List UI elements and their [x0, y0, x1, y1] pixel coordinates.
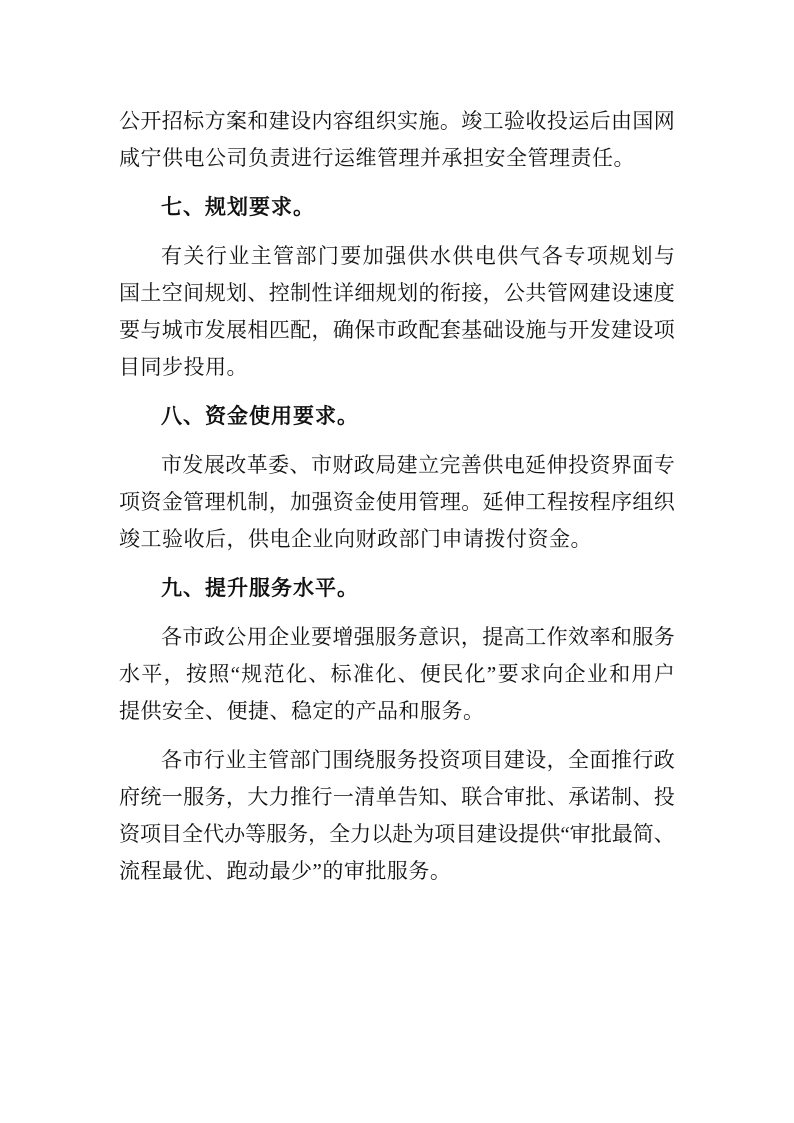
text-line: 水 平 ， 按 照 “ 规 范 化 、 标 准 化 、 便 民 化 ” 要 求 向 企 业 和 用 户: [119, 662, 675, 686]
text-line: 项 资 金 管 理 机 制 ， 加 强 资 金 使 用 管 理 。 延 伸 工 程 按 程 序 组 织: [119, 490, 675, 514]
text-line: 流程最优、跑动最少”的审批服务。: [119, 859, 452, 883]
body-paragraph: [119, 619, 675, 730]
text-line: 资 项 目 全 代 办 等 服 务 ， 全 力 以 赴 为 项 目 建 设 提 供 “ 审 批 最 简 、: [119, 822, 675, 846]
body-paragraph: [119, 238, 675, 386]
text-line: 咸宁供电公司负责进行运维管理并承担安全管理责任。: [119, 146, 635, 170]
section-heading: 九、提升服务水平。: [161, 577, 359, 600]
text-line: 有 关 行 业 主 管 部 门 要 加 强 供 水 供 电 供 气 各 专 项 规 划 与: [161, 244, 675, 268]
section-heading: 七、规划要求。: [161, 196, 315, 219]
text-line: 公 开 招 标 方 案 和 建 设 内 容 组 织 实 施 。 竣 工 验 收 投 运 后 由 国 网: [119, 109, 675, 133]
body-paragraph: [119, 103, 675, 177]
document-text-body: [119, 103, 675, 902]
text-line: 提供安全、便捷、稳定的产品和服务。: [119, 699, 485, 723]
text-line: 要 与 城 市 发 展 相 匹 配 ， 确 保 市 政 配 套 基 础 设 施 与 开 发 建 设 项: [119, 318, 675, 342]
text-line: 各 市 政 公 用 企 业 要 增 强 服 务 意 识 ， 提 高 工 作 效 率 和 服 务: [161, 625, 675, 649]
body-paragraph: [119, 447, 675, 558]
text-line: 府 统 一 服 务 ， 大 力 推 行 一 清 单 告 知 、 联 合 审 批 、 承 诺 制 、 投: [119, 785, 675, 809]
text-line: 市 发 展 改 革 委 、 市 财 政 局 建 立 完 善 供 电 延 伸 投 资 界 面 专: [161, 453, 675, 477]
text-line: 各 市 行 业 主 管 部 门 围 绕 服 务 投 资 项 目 建 设 ， 全 面 推 行 政: [161, 748, 675, 772]
text-line: 国 土 空 间 规 划 、 控 制 性 详 细 规 划 的 衔 接 ， 公 共 管 网 建 设 速 度: [119, 281, 675, 305]
text-line: 目同步投用。: [119, 355, 248, 379]
text-line: 竣工验收后，供电企业向财政部门申请拨付资金。: [119, 527, 592, 551]
body-paragraph: [119, 742, 675, 890]
section-heading: 八、资金使用要求。: [161, 405, 359, 428]
